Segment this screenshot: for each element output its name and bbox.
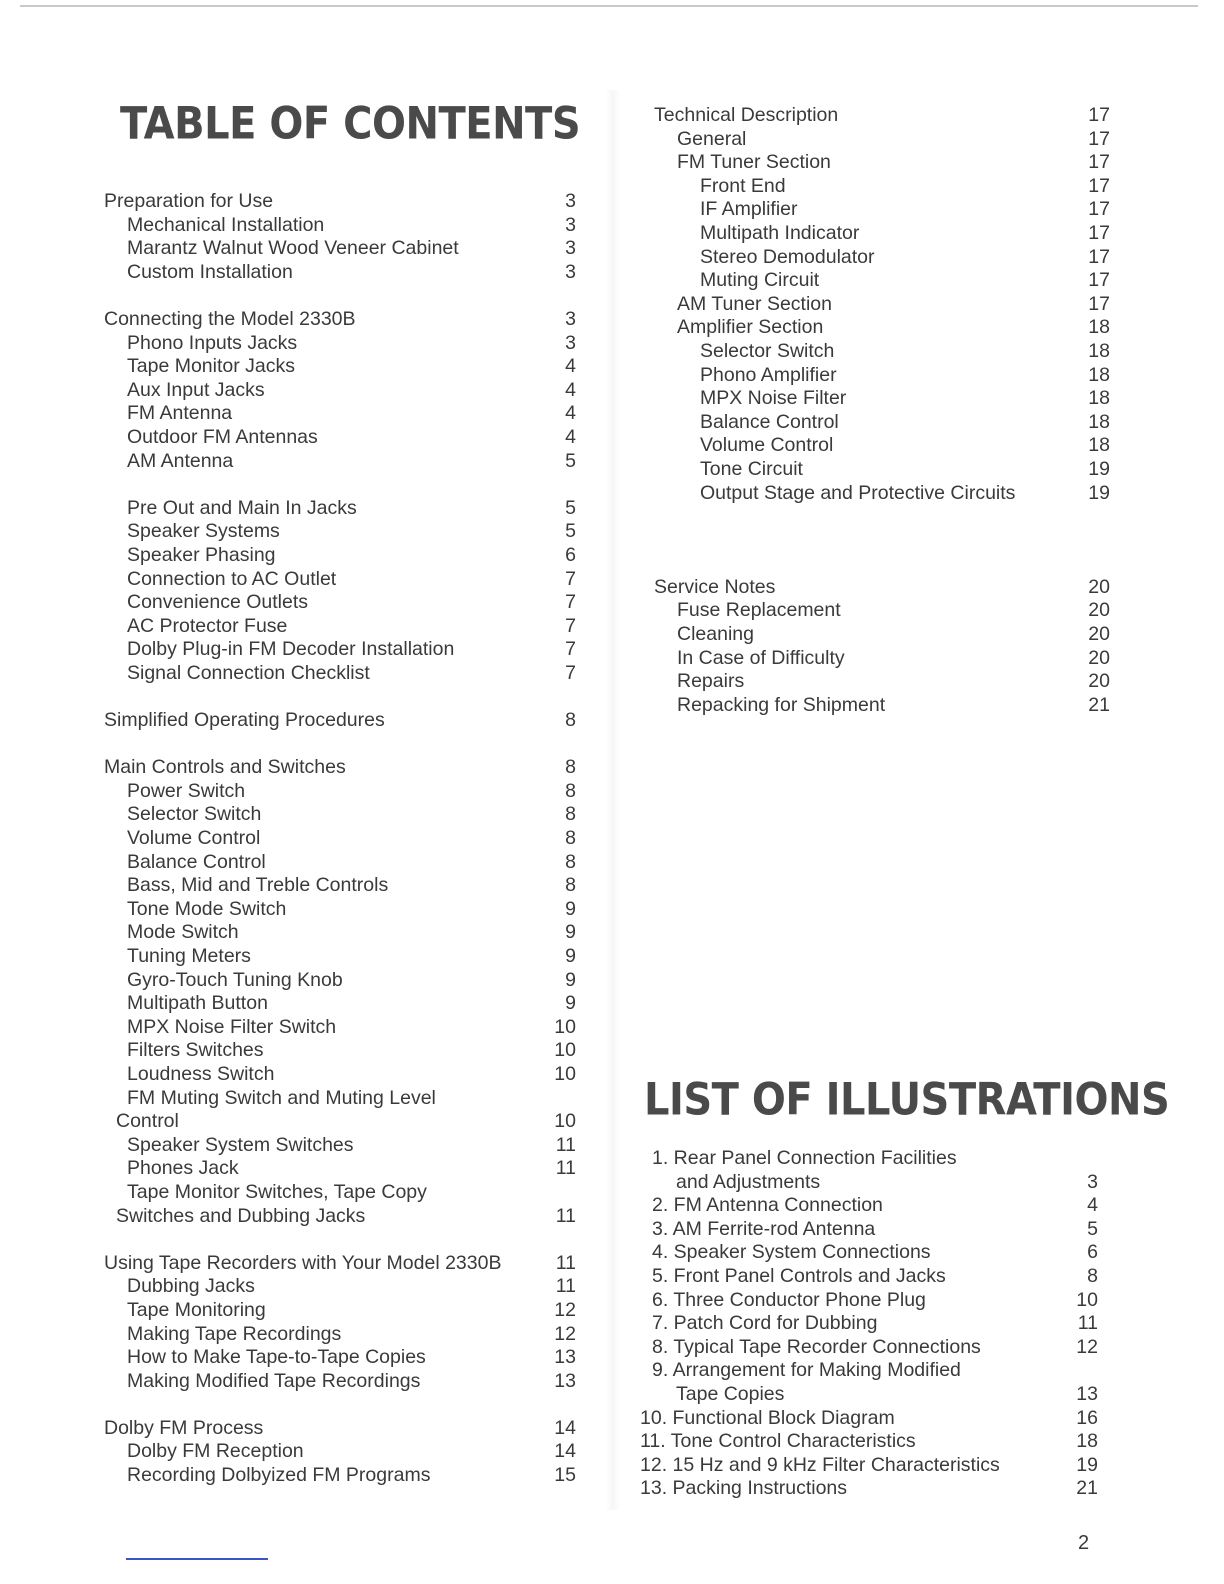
- toc-entry: [104, 1346, 584, 1370]
- toc-entry: [104, 851, 584, 875]
- entry-title: Repacking for Shipment: [677, 693, 886, 716]
- toc-entry: [654, 364, 1114, 388]
- entry-page: 20: [1088, 646, 1110, 669]
- entry-page: 8: [565, 756, 576, 779]
- entry-page: 18: [1088, 410, 1110, 433]
- entry-title: Selector Switch: [700, 339, 835, 362]
- entry-title: 7. Patch Cord for Dubbing: [652, 1312, 878, 1335]
- toc-entry: [104, 1440, 584, 1464]
- entry-page: 9: [565, 968, 576, 991]
- toc-entry: [640, 1359, 1110, 1383]
- entry-title: Phono Inputs Jacks: [127, 331, 298, 354]
- entry-page: 3: [1087, 1170, 1098, 1193]
- entry-page: 3: [565, 307, 576, 330]
- toc-entry: [104, 190, 584, 214]
- entry-page: 19: [1088, 481, 1110, 504]
- toc-entry: [654, 647, 1114, 671]
- entry-page: 21: [1088, 693, 1110, 716]
- entry-title: FM Antenna: [127, 402, 233, 425]
- entry-title: 5. Front Panel Controls and Jacks: [652, 1264, 946, 1287]
- toc-entry: [654, 387, 1114, 411]
- toc-entry: [104, 568, 584, 592]
- entry-title: Phones Jack: [127, 1157, 239, 1180]
- entry-title: Balance Control: [127, 850, 266, 873]
- entry-page: 10: [554, 1062, 576, 1085]
- entry-title: Power Switch: [127, 779, 246, 802]
- entry-page: 17: [1088, 269, 1110, 292]
- entry-title: Pre Out and Main In Jacks: [127, 496, 357, 519]
- entry-page: 9: [565, 992, 576, 1015]
- entry-page: 3: [565, 331, 576, 354]
- entry-title: Loudness Switch: [127, 1062, 275, 1085]
- entry-title: Fuse Replacement: [677, 599, 841, 622]
- toc-entry: [640, 1454, 1110, 1478]
- entry-page: 10: [554, 1039, 576, 1062]
- entry-title: Volume Control: [700, 434, 834, 457]
- entry-page: 20: [1088, 623, 1110, 646]
- entry-page: 4: [565, 378, 576, 401]
- entry-page: 18: [1088, 387, 1110, 410]
- toc-entry: [104, 497, 584, 521]
- toc-entry: [654, 246, 1114, 270]
- toc-entry: [654, 128, 1114, 152]
- entry-page: 12: [554, 1298, 576, 1321]
- entry-page: 7: [565, 661, 576, 684]
- entry-title: How to Make Tape-to-Tape Copies: [127, 1346, 426, 1369]
- entry-page: 8: [565, 803, 576, 826]
- toc-entry: [104, 662, 584, 686]
- spacer: [104, 473, 584, 497]
- entry-title: 6. Three Conductor Phone Plug: [652, 1288, 926, 1311]
- entry-page: 17: [1088, 198, 1110, 221]
- entry-title: AC Protector Fuse: [127, 614, 288, 637]
- entry-title: FM Tuner Section: [677, 151, 831, 174]
- toc-entry: [104, 450, 584, 474]
- entry-page: 12: [1076, 1335, 1098, 1358]
- toc-entry: [640, 1171, 1110, 1195]
- entry-title: 3. AM Ferrite-rod Antenna: [652, 1217, 876, 1240]
- toc-entry: [654, 670, 1114, 694]
- entry-title: Dolby FM Reception: [127, 1440, 304, 1463]
- entry-title: MPX Noise Filter: [700, 387, 847, 410]
- entry-page: 10: [554, 1015, 576, 1038]
- toc-entry: [104, 520, 584, 544]
- entry-title: Volume Control: [127, 827, 261, 850]
- spacer: [104, 284, 584, 308]
- entry-title: Tone Circuit: [700, 457, 803, 480]
- entry-page: 9: [565, 897, 576, 920]
- entry-title: IF Amplifier: [700, 198, 798, 221]
- entry-title: 8. Typical Tape Recorder Connections: [652, 1335, 981, 1358]
- entry-title: Dubbing Jacks: [127, 1275, 255, 1298]
- entry-page: 14: [554, 1440, 576, 1463]
- entry-page: 18: [1076, 1430, 1098, 1453]
- entry-title: Tape Monitor Jacks: [127, 355, 295, 378]
- entry-page: 7: [565, 614, 576, 637]
- toc-right-column: [654, 104, 1114, 717]
- entry-title: Mechanical Installation: [127, 213, 325, 236]
- entry-title: Simplified Operating Procedures: [104, 709, 385, 732]
- toc-entry: [654, 222, 1114, 246]
- entry-title: Making Modified Tape Recordings: [127, 1369, 421, 1392]
- toc-entry: [104, 1110, 584, 1134]
- toc-entry: [104, 969, 584, 993]
- entry-page: 5: [565, 520, 576, 543]
- entry-title: Preparation for Use: [104, 190, 274, 212]
- entry-title: Using Tape Recorders with Your Model 2330B: [104, 1251, 502, 1274]
- entry-title: Mode Switch: [127, 921, 239, 944]
- entry-title: 4. Speaker System Connections: [652, 1241, 931, 1264]
- entry-page: 6: [565, 543, 576, 566]
- entry-page: 6: [1087, 1241, 1098, 1264]
- entry-page: 8: [565, 779, 576, 802]
- entry-title: 2. FM Antenna Connection: [652, 1194, 883, 1217]
- entry-title: Phono Amplifier: [700, 363, 837, 386]
- toc-entry: [654, 599, 1114, 623]
- toc-entry: [640, 1194, 1110, 1218]
- toc-entry: [104, 709, 584, 733]
- toc-entry: [104, 827, 584, 851]
- entry-page: 7: [565, 591, 576, 614]
- toc-entry: [104, 237, 584, 261]
- toc-entry: [104, 756, 584, 780]
- entry-title: Muting Circuit: [700, 269, 820, 292]
- entry-title: Main Controls and Switches: [104, 756, 346, 779]
- entry-title: Stereo Demodulator: [700, 245, 875, 268]
- entry-title: Speaker System Switches: [127, 1133, 354, 1156]
- entry-title: Dolby FM Process: [104, 1416, 264, 1439]
- toc-entry: [640, 1218, 1110, 1242]
- entry-page: 9: [565, 945, 576, 967]
- entry-title: Outdoor FM Antennas: [127, 425, 318, 448]
- spacer: [104, 685, 584, 709]
- toc-entry: [104, 992, 584, 1016]
- toc-entry: [104, 1275, 584, 1299]
- entry-page: 17: [1088, 221, 1110, 244]
- toc-entry: [104, 1157, 584, 1181]
- toc-entry: [654, 458, 1114, 482]
- toc-entry: [104, 1370, 584, 1394]
- entry-page: 13: [554, 1369, 576, 1392]
- toc-entry: [640, 1241, 1110, 1265]
- entry-page: 19: [1076, 1453, 1098, 1476]
- spacer: [654, 505, 1114, 529]
- toc-entry: [654, 694, 1114, 718]
- entry-title: Output Stage and Protective Circuits: [700, 481, 1016, 504]
- toc-entry: [640, 1430, 1110, 1454]
- entry-title: AM Antenna: [127, 449, 234, 472]
- entry-page: 8: [565, 874, 576, 897]
- toc-entry: [654, 198, 1114, 222]
- entry-page: 17: [1088, 151, 1110, 174]
- entry-page: 20: [1088, 599, 1110, 622]
- entry-page: 4: [1087, 1194, 1098, 1217]
- toc-entry: [104, 1063, 584, 1087]
- toc-entry: [104, 1016, 584, 1040]
- entry-page: 10: [1076, 1288, 1098, 1311]
- entry-page: 18: [1088, 363, 1110, 386]
- toc-entry: [654, 269, 1114, 293]
- entry-page: 4: [565, 355, 576, 378]
- toc-entry: [104, 1464, 584, 1488]
- toc-entry: [104, 874, 584, 898]
- entry-page: 8: [565, 709, 576, 732]
- toc-entry: [104, 214, 584, 238]
- entry-title: Technical Description: [654, 104, 839, 126]
- entry-page: 4: [565, 402, 576, 425]
- entry-title: Balance Control: [700, 410, 839, 433]
- spacer: [654, 552, 1114, 576]
- page-fold-shadow: [606, 90, 620, 1510]
- entry-page: 11: [555, 1133, 576, 1156]
- entry-title: Filters Switches: [127, 1039, 264, 1062]
- entry-title: Front End: [700, 174, 786, 197]
- entry-page: 3: [565, 237, 576, 260]
- toc-entry: [104, 1181, 584, 1205]
- page-number: 2: [1078, 1532, 1090, 1554]
- toc-entry: [654, 434, 1114, 458]
- toc-entry: [104, 921, 584, 945]
- entry-page: 17: [1088, 292, 1110, 315]
- toc-entry: [654, 623, 1114, 647]
- toc-left-column: [104, 190, 584, 1488]
- toc-entry: [104, 1299, 584, 1323]
- entry-title: Marantz Walnut Wood Veneer Cabinet: [127, 237, 459, 260]
- entry-title: Multipath Indicator: [700, 221, 860, 244]
- entry-title: Custom Installation: [127, 260, 293, 283]
- entry-page: 5: [1087, 1217, 1098, 1240]
- entry-title: Tape Monitor Switches, Tape Copy: [127, 1180, 427, 1203]
- toc-entry: [104, 591, 584, 615]
- entry-title: 10. Functional Block Diagram: [640, 1406, 895, 1429]
- toc-entry: [640, 1407, 1110, 1431]
- toc-entry: [104, 426, 584, 450]
- toc-entry: [654, 411, 1114, 435]
- entry-page: 19: [1088, 457, 1110, 480]
- entry-page: 13: [1076, 1382, 1098, 1405]
- entry-page: 3: [565, 213, 576, 236]
- entry-page: 8: [565, 827, 576, 850]
- entry-title: Making Tape Recordings: [127, 1322, 342, 1345]
- toc-entry: [640, 1477, 1110, 1501]
- toc-entry: [104, 1039, 584, 1063]
- entry-page: 14: [554, 1416, 576, 1439]
- toc-entry: [104, 379, 584, 403]
- entry-title: Tape Monitoring: [127, 1298, 266, 1321]
- entry-title: Connecting the Model 2330B: [104, 307, 356, 330]
- entry-page: 3: [565, 190, 576, 212]
- toc-entry: [104, 308, 584, 332]
- entry-page: 18: [1088, 339, 1110, 362]
- entry-title: Gyro-Touch Tuning Knob: [127, 968, 343, 991]
- entry-page: 5: [565, 496, 576, 519]
- entry-page: 21: [1076, 1477, 1098, 1500]
- toc-entry: [654, 482, 1114, 506]
- toc-entry: [640, 1265, 1110, 1289]
- toc-entry: [104, 261, 584, 285]
- toc-entry: [104, 1087, 584, 1111]
- entry-title: In Case of Difficulty: [677, 646, 845, 669]
- entry-title: Speaker Phasing: [127, 543, 276, 566]
- toc-entry: [104, 355, 584, 379]
- toc-entry: [640, 1312, 1110, 1336]
- entry-page: 17: [1088, 104, 1110, 126]
- entry-page: 20: [1088, 575, 1110, 598]
- toc-entry: [104, 638, 584, 662]
- top-rule: [20, 5, 1198, 7]
- entry-page: 5: [565, 449, 576, 472]
- toc-entry: [104, 898, 584, 922]
- entry-title: 1. Rear Panel Connection Facilities: [652, 1147, 957, 1169]
- entry-page: 17: [1088, 127, 1110, 150]
- toc-entry: [654, 151, 1114, 175]
- entry-page: 3: [565, 260, 576, 283]
- entry-title: and Adjustments: [676, 1170, 821, 1193]
- toc-entry: [104, 544, 584, 568]
- entry-title: Switches and Dubbing Jacks: [116, 1204, 366, 1227]
- toc-entry: [104, 1323, 584, 1347]
- entry-title: Aux Input Jacks: [127, 378, 265, 401]
- toc-entry: [104, 780, 584, 804]
- entry-title: 13. Packing Instructions: [640, 1477, 848, 1500]
- toc-entry: [104, 402, 584, 426]
- entry-page: 18: [1088, 434, 1110, 457]
- toc-entry: [104, 803, 584, 827]
- toc-entry: [654, 316, 1114, 340]
- entry-page: 8: [1087, 1264, 1098, 1287]
- entry-page: 11: [555, 1275, 576, 1298]
- toc-title: TABLE OF CONTENTS: [120, 98, 581, 150]
- toc-entry: [654, 175, 1114, 199]
- entry-page: 16: [1076, 1406, 1098, 1429]
- entry-title: Convenience Outlets: [127, 591, 309, 614]
- entry-title: 9. Arrangement for Making Modified: [652, 1359, 961, 1382]
- entry-page: 12: [554, 1322, 576, 1345]
- entry-title: Dolby Plug-in FM Decoder Installation: [127, 638, 455, 661]
- spacer: [654, 529, 1114, 553]
- entry-page: 9: [565, 921, 576, 944]
- entry-title: MPX Noise Filter Switch: [127, 1015, 337, 1038]
- entry-title: Tape Copies: [676, 1382, 785, 1405]
- toc-entry: [104, 332, 584, 356]
- entry-title: Bass, Mid and Treble Controls: [127, 874, 389, 897]
- entry-title: General: [677, 127, 747, 150]
- toc-entry: [104, 945, 584, 969]
- toc-entry: [654, 340, 1114, 364]
- spacer: [104, 1393, 584, 1417]
- entry-title: FM Muting Switch and Muting Level: [127, 1086, 436, 1109]
- entry-page: 17: [1088, 245, 1110, 268]
- spacer: [104, 733, 584, 757]
- bottom-mark: [126, 1558, 268, 1560]
- toc-entry: [640, 1289, 1110, 1313]
- entry-page: 11: [555, 1251, 576, 1274]
- entry-title: Repairs: [677, 670, 745, 693]
- entry-page: 10: [554, 1110, 576, 1133]
- entry-title: Control: [116, 1110, 179, 1133]
- entry-title: Service Notes: [654, 575, 776, 598]
- toc-entry: [654, 293, 1114, 317]
- entry-title: Tone Mode Switch: [127, 897, 287, 920]
- entry-page: 7: [565, 567, 576, 590]
- entry-title: Cleaning: [677, 623, 754, 646]
- entry-title: 11. Tone Control Characteristics: [640, 1430, 916, 1453]
- entry-title: Signal Connection Checklist: [127, 661, 370, 684]
- entry-page: 15: [554, 1464, 576, 1487]
- entry-title: Connection to AC Outlet: [127, 567, 337, 590]
- entry-title: Tuning Meters: [127, 945, 251, 967]
- toc-entry: [104, 1252, 584, 1276]
- entry-page: 11: [1077, 1312, 1098, 1335]
- entry-page: 17: [1088, 174, 1110, 197]
- spacer: [104, 1228, 584, 1252]
- illustrations-title: LIST OF ILLUSTRATIONS: [644, 1074, 1170, 1126]
- toc-entry: [104, 1134, 584, 1158]
- toc-entry: [654, 576, 1114, 600]
- entry-title: Selector Switch: [127, 803, 262, 826]
- entry-page: 18: [1088, 316, 1110, 339]
- entry-page: 11: [555, 1204, 576, 1227]
- entry-page: 11: [555, 1157, 576, 1180]
- entry-title: AM Tuner Section: [677, 292, 832, 315]
- toc-entry: [640, 1383, 1110, 1407]
- illustrations-list: [640, 1147, 1110, 1501]
- toc-entry: [104, 1205, 584, 1229]
- entry-title: Multipath Button: [127, 992, 268, 1015]
- toc-entry: [640, 1336, 1110, 1360]
- entry-page: 8: [565, 850, 576, 873]
- toc-entry: [104, 1417, 584, 1441]
- entry-title: 12. 15 Hz and 9 kHz Filter Characteristics: [640, 1453, 1000, 1476]
- entry-page: 7: [565, 638, 576, 661]
- entry-title: Recording Dolbyized FM Programs: [127, 1464, 431, 1487]
- toc-entry: [640, 1147, 1110, 1171]
- entry-title: Speaker Systems: [127, 520, 280, 543]
- toc-entry: [654, 104, 1114, 128]
- toc-entry: [104, 615, 584, 639]
- entry-title: Amplifier Section: [677, 316, 824, 339]
- entry-page: 13: [554, 1346, 576, 1369]
- entry-page: 4: [565, 425, 576, 448]
- entry-page: 20: [1088, 670, 1110, 693]
